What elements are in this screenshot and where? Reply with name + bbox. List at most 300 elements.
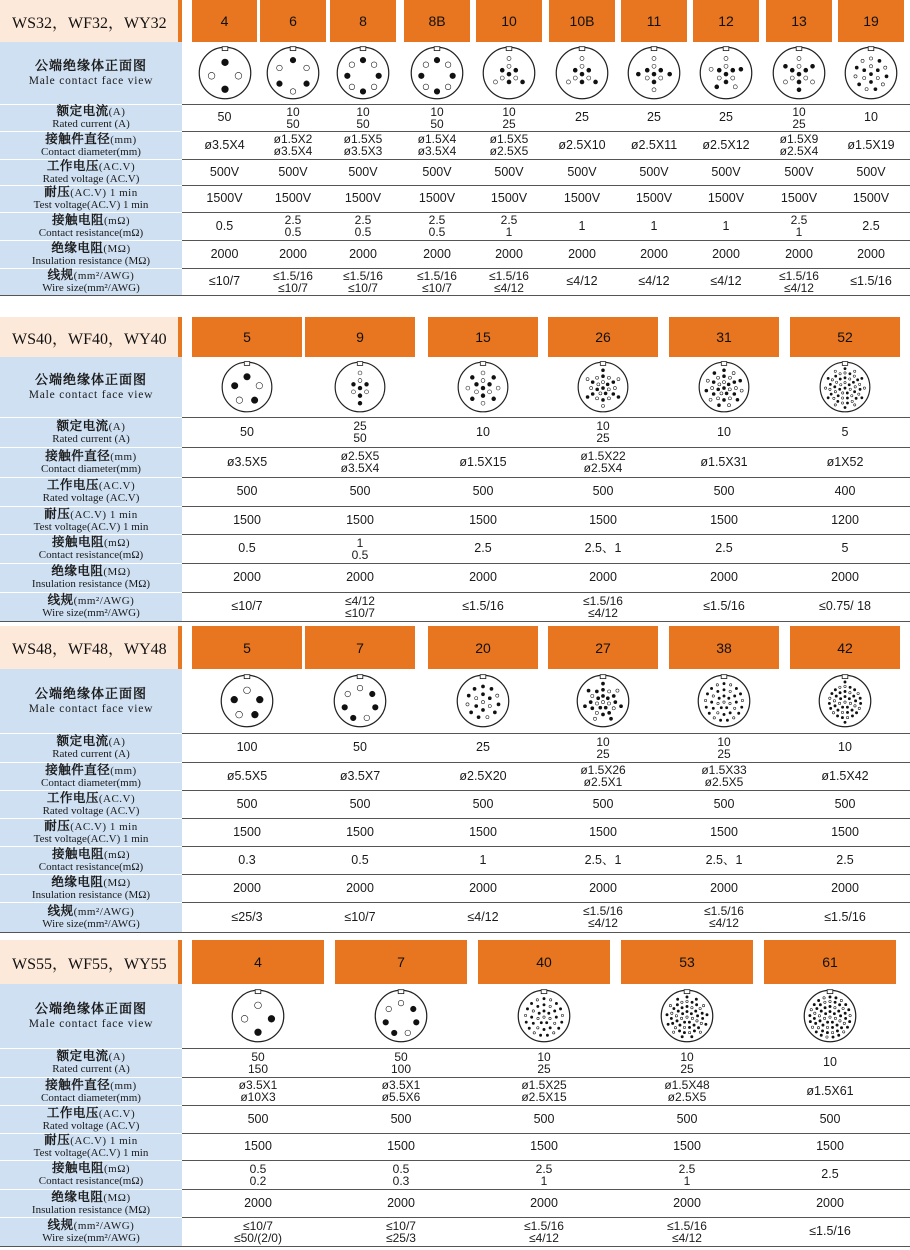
contact-pin (481, 371, 485, 375)
spec-value-voltage (305, 477, 415, 506)
contact-pin (290, 89, 296, 95)
contact-pin (834, 391, 836, 393)
contact-pin (854, 705, 856, 707)
contact-pin (835, 695, 837, 697)
contact-pin (612, 393, 615, 396)
row-label-cn-text: 接触电阻 (51, 212, 104, 227)
contact-pin (599, 706, 602, 709)
spec-value-wire (790, 902, 900, 932)
contact-pin (839, 1020, 841, 1022)
spec-value-line: 500 (247, 1111, 269, 1126)
contact-pin (290, 57, 296, 63)
contact-pin (829, 388, 831, 390)
spec-value-test (790, 818, 900, 846)
contact-pin (670, 1017, 672, 1019)
row-label-cn-text: 耐压 (44, 506, 71, 521)
contact-pin (841, 402, 843, 404)
row-label-diameter (0, 131, 182, 159)
contact-pin (827, 377, 829, 379)
contact-pin (674, 1027, 676, 1029)
contact-pin (350, 715, 356, 721)
spec-value-line: 2000 (495, 246, 523, 261)
spec-value-voltage (192, 790, 302, 818)
spec-value-line: 500V (639, 164, 669, 179)
row-label-en: Insulation resistance (MΩ) (31, 254, 151, 267)
spec-value-voltage (192, 159, 257, 185)
row-label-cn (57, 105, 126, 119)
spec-value-line: 2.5 (821, 1167, 839, 1182)
contact-pin (614, 701, 617, 704)
contact-pin (652, 64, 656, 68)
contact-pin (690, 1012, 692, 1014)
spec-value-line: 25 (575, 110, 589, 125)
contact-pin (844, 387, 846, 389)
contact-pin (587, 689, 590, 692)
contact-pin (846, 397, 848, 399)
spec-value-line: 2.5 (535, 1161, 553, 1176)
contact-face-diagram (575, 673, 631, 729)
insulator-outline (375, 990, 427, 1042)
spec-value-current (260, 104, 326, 131)
contact-pin (709, 398, 712, 401)
row-divider (0, 932, 910, 933)
contact-pin (717, 388, 720, 391)
contact-pin (797, 72, 801, 76)
layout-code: 40 (478, 940, 610, 984)
contact-pin (834, 1001, 836, 1003)
spec-value-line: 0.3 (392, 1173, 410, 1188)
contact-pin (554, 1022, 556, 1024)
row-label-cn (45, 133, 136, 147)
layout-code: 9 (305, 317, 415, 357)
layout-code: 13 (766, 0, 832, 42)
contact-pin (848, 697, 850, 699)
spec-value-line: 10 (502, 104, 516, 119)
spec-value-line: 25 (717, 746, 731, 761)
row-label-cn (57, 735, 126, 749)
series-name: WS48，WF48，WY48 (0, 626, 182, 669)
contact-pin (548, 1012, 550, 1014)
spec-value-line: 500 (390, 1111, 412, 1126)
row-label-cn-text: 工作电压 (46, 1105, 99, 1120)
spec-value-line: 500V (784, 164, 814, 179)
spec-value-line: ø3.5X1 (238, 1078, 278, 1092)
contact-pin (500, 76, 504, 80)
spec-value-resistance (305, 846, 415, 874)
contact-pin (728, 697, 730, 699)
spec-value-diameter (404, 131, 470, 159)
contact-pin (304, 65, 310, 71)
contact-pin (358, 394, 362, 398)
contact-pin (855, 712, 857, 714)
contact-face-diagram (481, 45, 537, 101)
row-label-unit: (AC.V) (98, 160, 136, 173)
contact-pin (717, 702, 719, 704)
spec-value-wire (404, 268, 470, 295)
spec-value-line: 0.5 (392, 1161, 410, 1176)
contact-pin (546, 1021, 548, 1023)
contact-pin (843, 1022, 845, 1024)
spec-value-insulation (305, 563, 415, 592)
spec-value-line: ≤10/7 (231, 599, 263, 614)
contact-pin (668, 72, 672, 76)
spec-value-wire (305, 902, 415, 932)
contact-pin (488, 697, 491, 700)
spec-value-insulation (621, 1189, 753, 1217)
contact-pin (831, 692, 833, 694)
spec-value-line: 0.5 (428, 225, 446, 239)
row-label-cn (51, 1191, 130, 1205)
contact-pin (601, 398, 604, 401)
spec-value-current (790, 733, 900, 762)
spec-value-insulation (693, 240, 759, 268)
contact-pin (844, 681, 846, 683)
spec-value-line: 0.5 (215, 218, 234, 233)
contact-pin (691, 1007, 693, 1009)
contact-pin (844, 721, 846, 723)
contact-pin (854, 386, 856, 388)
contact-pin (705, 706, 707, 708)
spec-value-resistance (305, 534, 415, 563)
row-label-cn-text: 额定电流 (56, 1049, 109, 1064)
contact-pin (819, 1020, 821, 1022)
contact-face-diagram (455, 673, 511, 729)
contact-pin (861, 377, 863, 379)
contact-pin (609, 717, 612, 720)
spec-value-line: 1 (505, 225, 513, 239)
contact-pin (741, 699, 743, 701)
key-notch (360, 47, 366, 51)
contact-face-diagram (265, 45, 321, 101)
layout-code: 52 (790, 317, 900, 357)
contact-pin (828, 702, 830, 704)
spec-value-line: ≤4/12 (566, 274, 598, 289)
spec-value-resistance (476, 212, 542, 240)
contact-pin (809, 1014, 811, 1016)
contact-pin (352, 390, 356, 394)
spec-value-resistance (764, 1160, 896, 1189)
spec-value-resistance (766, 212, 832, 240)
spec-value-line: ≤1.5/16 (779, 268, 819, 283)
contact-pin (727, 383, 730, 386)
contact-pin (717, 76, 721, 80)
row-divider (0, 621, 910, 622)
contact-pin (857, 379, 859, 381)
layout-code: 42 (790, 626, 900, 669)
spec-value-resistance (478, 1160, 610, 1189)
contact-pin (481, 708, 484, 711)
spec-value-test (478, 1133, 610, 1160)
spec-value-line: 25 (596, 746, 610, 761)
contact-pin (809, 1020, 811, 1022)
contact-pin (450, 73, 456, 79)
insulator-outline (334, 675, 386, 727)
contact-pin (277, 65, 283, 71)
contact-pin (500, 68, 504, 72)
spec-value-resistance (669, 846, 779, 874)
contact-pin (853, 689, 855, 691)
contact-pin (851, 715, 853, 717)
contact-pin (863, 76, 866, 79)
spec-value-resistance (330, 212, 396, 240)
contact-pin (844, 372, 846, 374)
contact-pin (869, 73, 872, 76)
contact-face-diagram (697, 360, 751, 414)
contact-pin (853, 375, 855, 377)
spec-value-diameter (838, 131, 904, 159)
contact-pin (666, 1014, 668, 1016)
contact-pin (848, 1020, 850, 1022)
spec-value-wire (764, 1217, 896, 1246)
contact-pin (729, 690, 731, 692)
spec-value-current (549, 104, 615, 131)
contact-pin (722, 381, 725, 384)
spec-value-line: 1500 (233, 512, 261, 527)
spec-value-line: 500 (236, 484, 258, 499)
spec-value-line: 1500V (635, 191, 673, 206)
contact-pin (841, 706, 843, 708)
spec-value-diameter (548, 762, 658, 790)
row-label-cn (51, 876, 130, 890)
contact-pin (863, 69, 866, 72)
spec-value-line: ø1.5X48 (664, 1078, 710, 1092)
spec-value-wire (621, 268, 687, 295)
spec-value-line: 5 (841, 541, 849, 556)
spec-value-test (428, 818, 538, 846)
spec-value-wire (621, 1217, 753, 1246)
spec-value-line: 2000 (712, 246, 740, 261)
key-notch (723, 47, 729, 51)
contact-pin (839, 686, 841, 688)
row-label-en: Contact resistance(mΩ) (38, 1175, 144, 1187)
spec-value-line: 5 (841, 424, 849, 439)
spec-value-line: 25 (353, 419, 367, 433)
contact-pin (717, 68, 721, 72)
key-notch (842, 362, 847, 366)
spec-value-line: 500V (278, 164, 308, 179)
spec-value-line: ≤4/12 (709, 916, 739, 930)
spec-value-line: 400 (834, 484, 856, 499)
layout-code: 20 (428, 626, 538, 669)
spec-value-current (476, 104, 542, 131)
spec-value-line: ≤1.5/16 (809, 1224, 851, 1239)
contact-pin (514, 76, 518, 80)
row-label-en: Rated voltage (AC.V) (42, 804, 140, 817)
contact-pin (475, 390, 479, 394)
contact-pin (846, 402, 848, 404)
spec-value-line: 10 (476, 424, 490, 439)
spec-value-line: 10 (823, 1055, 837, 1070)
row-label-en: Wire size(mm²/AWG) (42, 1232, 140, 1244)
row-label-unit: (mΩ) (103, 214, 131, 227)
contact-pin (695, 1004, 697, 1006)
spec-value-line: ≤0.75/ 18 (818, 599, 872, 614)
spec-value-current (669, 417, 779, 447)
row-label-en: Rated current (A) (52, 748, 130, 760)
contact-pin (583, 705, 586, 708)
contact-pin (607, 388, 610, 391)
spec-value-current (192, 733, 302, 762)
spec-value-resistance (192, 212, 257, 240)
spec-value-test (790, 506, 900, 534)
spec-value-wire (305, 592, 415, 621)
row-label-cn (48, 269, 135, 283)
contact-pin (708, 712, 710, 714)
spec-value-test (669, 506, 779, 534)
contact-pin (543, 997, 545, 999)
contact-pin (221, 86, 228, 93)
row-label-cn (51, 565, 130, 579)
contact-pin (566, 80, 570, 84)
spec-value-voltage (548, 477, 658, 506)
spec-value-current (478, 1048, 610, 1077)
contact-pin (652, 88, 656, 92)
row-label-unit: (mΩ) (103, 537, 131, 550)
row-label-cn (57, 1050, 126, 1064)
spec-value-voltage (478, 1105, 610, 1133)
contact-pin (712, 707, 714, 709)
spec-value-line: 500 (713, 484, 735, 499)
spec-value-line: ø1.5X42 (821, 768, 869, 783)
contact-pin (858, 393, 860, 395)
key-notch (721, 675, 727, 679)
contact-pin (817, 999, 819, 1001)
spec-value-line: 0.5 (351, 547, 369, 562)
contact-pin (256, 696, 263, 703)
spec-value-line: 50 (217, 110, 232, 125)
contact-pin (591, 694, 594, 697)
spec-value-current (621, 1048, 753, 1077)
key-notch (222, 47, 228, 51)
spec-value-line: ≤10/7 (208, 274, 241, 289)
spec-value-line: 0.3 (238, 852, 256, 867)
contact-face-diagram (802, 988, 858, 1044)
spec-value-line: ≤4/12 (588, 605, 618, 620)
spec-value-insulation (478, 1189, 610, 1217)
contact-pin (604, 392, 607, 395)
contact-pin (833, 700, 835, 702)
spec-value-line: ø3.5X1 (381, 1078, 421, 1092)
spec-value-diameter (766, 131, 832, 159)
row-label-unit: (mΩ) (103, 848, 131, 861)
contact-pin (846, 392, 848, 394)
spec-value-test (330, 185, 396, 212)
contact-pin (693, 1030, 695, 1032)
contact-pin (853, 391, 855, 393)
contact-pin (558, 1027, 560, 1029)
spec-value-line: ø1.5X33 (701, 763, 747, 777)
contact-pin (837, 395, 839, 397)
contact-pin (824, 387, 826, 389)
contact-pin (840, 1027, 842, 1029)
spec-value-line: ≤4/12 (588, 916, 618, 930)
contact-face-diagram (516, 988, 572, 1044)
key-notch (398, 990, 404, 994)
contact-pin (831, 379, 833, 381)
spec-value-line: 10 (717, 424, 731, 439)
spec-value-line: 1500 (831, 824, 859, 839)
contact-pin (724, 56, 728, 60)
row-label-resistance (0, 212, 182, 240)
spec-value-line: 1 (795, 225, 803, 239)
spec-value-line: 10 (430, 104, 444, 119)
contact-pin (606, 697, 609, 700)
contact-pin (731, 76, 735, 80)
contact-pin (706, 693, 708, 695)
spec-value-wire (766, 268, 832, 295)
contact-pin (790, 76, 794, 80)
key-notch (842, 675, 848, 679)
spec-value-voltage (621, 159, 687, 185)
contact-pin (804, 76, 808, 80)
spec-value-line: 500V (567, 164, 597, 179)
contact-pin (481, 701, 484, 704)
spec-value-line: 2000 (589, 880, 617, 895)
spec-value-diameter (330, 131, 396, 159)
spec-value-current (790, 417, 900, 447)
spec-value-line: ø2.5X20 (459, 768, 507, 783)
key-notch (480, 362, 485, 366)
row-label-cn-text: 接触件直径 (45, 131, 111, 146)
row-label-unit: (AC.V) (98, 792, 136, 805)
contact-pin (645, 76, 649, 80)
contact-pin (861, 397, 863, 399)
row-label-cn-text: 工作电压 (46, 790, 99, 805)
contact-pin (876, 69, 879, 72)
contact-pin (706, 1014, 708, 1016)
contact-pin (816, 1007, 818, 1009)
spec-value-line: 500 (472, 484, 494, 499)
layout-code: 8B (404, 0, 470, 42)
spec-value-line: ø2.5X5 (667, 1090, 707, 1104)
contact-pin (851, 709, 853, 711)
contact-pin (528, 1027, 530, 1029)
spec-value-line: 2.5 (790, 213, 808, 227)
contact-face-diagram (771, 45, 827, 101)
contact-pin (885, 75, 888, 78)
contact-pin (601, 387, 604, 390)
spec-value-current (621, 104, 687, 131)
contact-pin (434, 89, 440, 95)
contact-pin (823, 997, 825, 999)
spec-value-resistance (621, 1160, 753, 1189)
contact-pin (832, 1036, 834, 1038)
spec-value-test (192, 1133, 324, 1160)
spec-value-diameter (621, 131, 687, 159)
spec-value-line: 500V (494, 164, 524, 179)
row-label-cn-text: 绝缘电阻 (51, 240, 104, 255)
spec-value-line: ø3.5X4 (204, 137, 245, 152)
contact-pin (853, 695, 855, 697)
spec-value-line: ≤10/7 (243, 1218, 273, 1233)
contact-pin (553, 1032, 555, 1034)
series-section (0, 0, 910, 295)
contact-pin (688, 1021, 690, 1023)
spec-value-current (548, 417, 658, 447)
spec-value-line: 1500 (710, 824, 738, 839)
contact-pin (604, 706, 607, 709)
key-notch (684, 990, 690, 994)
spec-value-resistance (335, 1160, 467, 1189)
contact-pin (593, 717, 596, 720)
contact-pin (829, 1005, 831, 1007)
spec-value-current (838, 104, 904, 131)
key-notch (579, 47, 585, 51)
contact-pin (839, 378, 841, 380)
spec-value-current (192, 104, 257, 131)
row-label-cn (47, 160, 135, 174)
contact-pin (724, 72, 728, 76)
